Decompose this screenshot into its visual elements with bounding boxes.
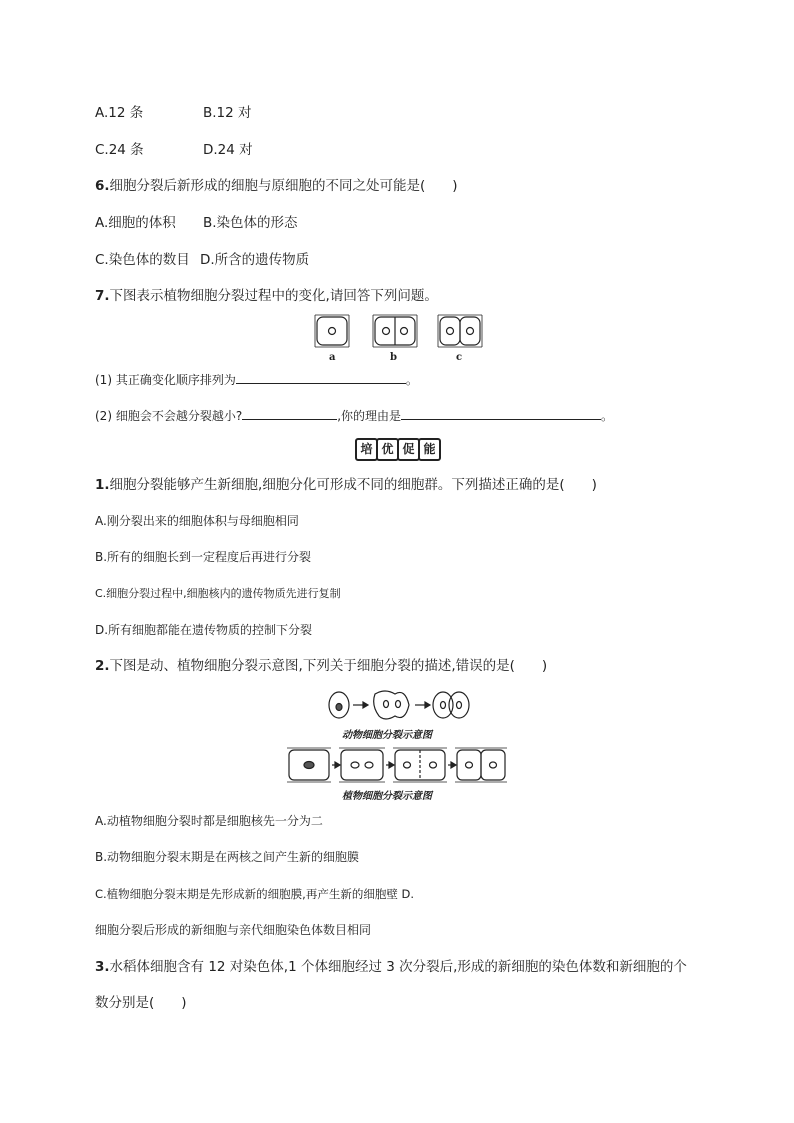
p1-stem (95, 476, 597, 494)
q7-sub2 (95, 406, 613, 425)
banner-char-1: 培 (355, 438, 378, 461)
q7-number: 7. (95, 288, 110, 304)
animal-cell-3a (433, 692, 453, 718)
q7-sub2-end: 。 (601, 409, 614, 423)
animal-cell-division-figure (325, 686, 470, 724)
cell-stage-b (373, 315, 417, 347)
q7-sub2-prompt: (2) 细胞会不会越分裂越小? (95, 409, 243, 423)
q5-option-c: C.24 条 (95, 142, 144, 158)
q7-sub1 (95, 370, 418, 389)
q6-text: 细胞分裂后新形成的细胞与原细胞的不同之处可能是( ) (109, 178, 458, 194)
q7-sub2-reason-prompt: ,你的理由是 (337, 409, 402, 423)
q7-sub2-reason-blank[interactable] (401, 406, 601, 420)
q7-sub1-answer-blank[interactable] (236, 370, 406, 384)
section-banner (355, 438, 439, 461)
q6-option-b: B.染色体的形态 (203, 215, 298, 231)
p3-text-line1: 水稻体细胞含有 12 对染色体,1 个体细胞经过 3 次分裂后,形成的新细胞的染色体数和新细胞的个 (109, 959, 687, 975)
q6-option-d: D.所含的遗传物质 (200, 252, 310, 268)
q5-option-d: D.24 对 (203, 142, 253, 158)
q6-number: 6. (95, 178, 110, 194)
figure-label-a: a (329, 352, 336, 363)
p1-option-a: A.刚分裂出来的细胞体积与母细胞相同 (95, 514, 299, 528)
q6-stem (95, 177, 458, 195)
plant-cell-division-figure (285, 746, 510, 784)
p2-option-c: C.植物细胞分裂末期是先形成新的细胞膜,再产生新的细胞壁 D. (95, 887, 415, 901)
q5-option-b: B.12 对 (203, 105, 252, 121)
banner-char-3: 促 (397, 438, 420, 461)
p1-option-d: D.所有细胞都能在遗传物质的控制下分裂 (95, 623, 313, 637)
plant-figure-caption: 植物细胞分裂示意图 (342, 791, 432, 802)
animal-cell-3b (449, 692, 469, 718)
plant-cell-4b (481, 750, 505, 780)
q7-text: 下图表示植物细胞分裂过程中的变化,请回答下列问题。 (109, 288, 438, 304)
q7-sub1-prompt: (1) 其正确变化顺序排列为 (95, 373, 236, 387)
p3-stem-line1 (95, 958, 687, 976)
cell-stage-a (315, 315, 349, 347)
q7-stem (95, 287, 438, 305)
plant-cell-stages-figure (312, 313, 487, 353)
animal-figure-caption: 动物细胞分裂示意图 (342, 730, 432, 741)
p2-number: 2. (95, 658, 110, 674)
p1-text: 细胞分裂能够产生新细胞,细胞分化可形成不同的细胞群。下列描述正确的是( ) (109, 477, 597, 493)
p3-stem-line2: 数分别是( ) (95, 995, 187, 1011)
q7-sub1-end: 。 (405, 373, 418, 387)
q7-sub2-answer-blank[interactable] (242, 406, 337, 420)
p1-number: 1. (95, 477, 110, 493)
p2-text: 下图是动、植物细胞分裂示意图,下列关于细胞分裂的描述,错误的是( ) (109, 658, 548, 674)
figure-label-b: b (390, 352, 397, 363)
q6-option-c: C.染色体的数目 (95, 252, 190, 268)
p2-option-d: 细胞分裂后形成的新细胞与亲代细胞染色体数目相同 (95, 923, 372, 937)
plant-cell-2 (341, 750, 383, 780)
q5-option-a: A.12 条 (95, 105, 144, 121)
q6-option-a: A.细胞的体积 (95, 215, 176, 231)
banner-char-2: 优 (376, 438, 399, 461)
p1-option-c: C.细胞分裂过程中,细胞核内的遗传物质先进行复制 (95, 587, 341, 600)
p3-number: 3. (95, 959, 110, 975)
p2-option-b: B.动物细胞分裂末期是在两核之间产生新的细胞膜 (95, 850, 360, 864)
p1-option-b: B.所有的细胞长到一定程度后再进行分裂 (95, 550, 312, 564)
cell-stage-c (438, 315, 482, 347)
banner-char-4: 能 (418, 438, 441, 461)
plant-cell-4a (457, 750, 481, 780)
animal-cell-2 (374, 691, 409, 719)
figure-label-c: c (456, 352, 463, 363)
p2-stem (95, 657, 547, 675)
p2-option-a: A.动植物细胞分裂时都是细胞核先一分为二 (95, 814, 323, 828)
